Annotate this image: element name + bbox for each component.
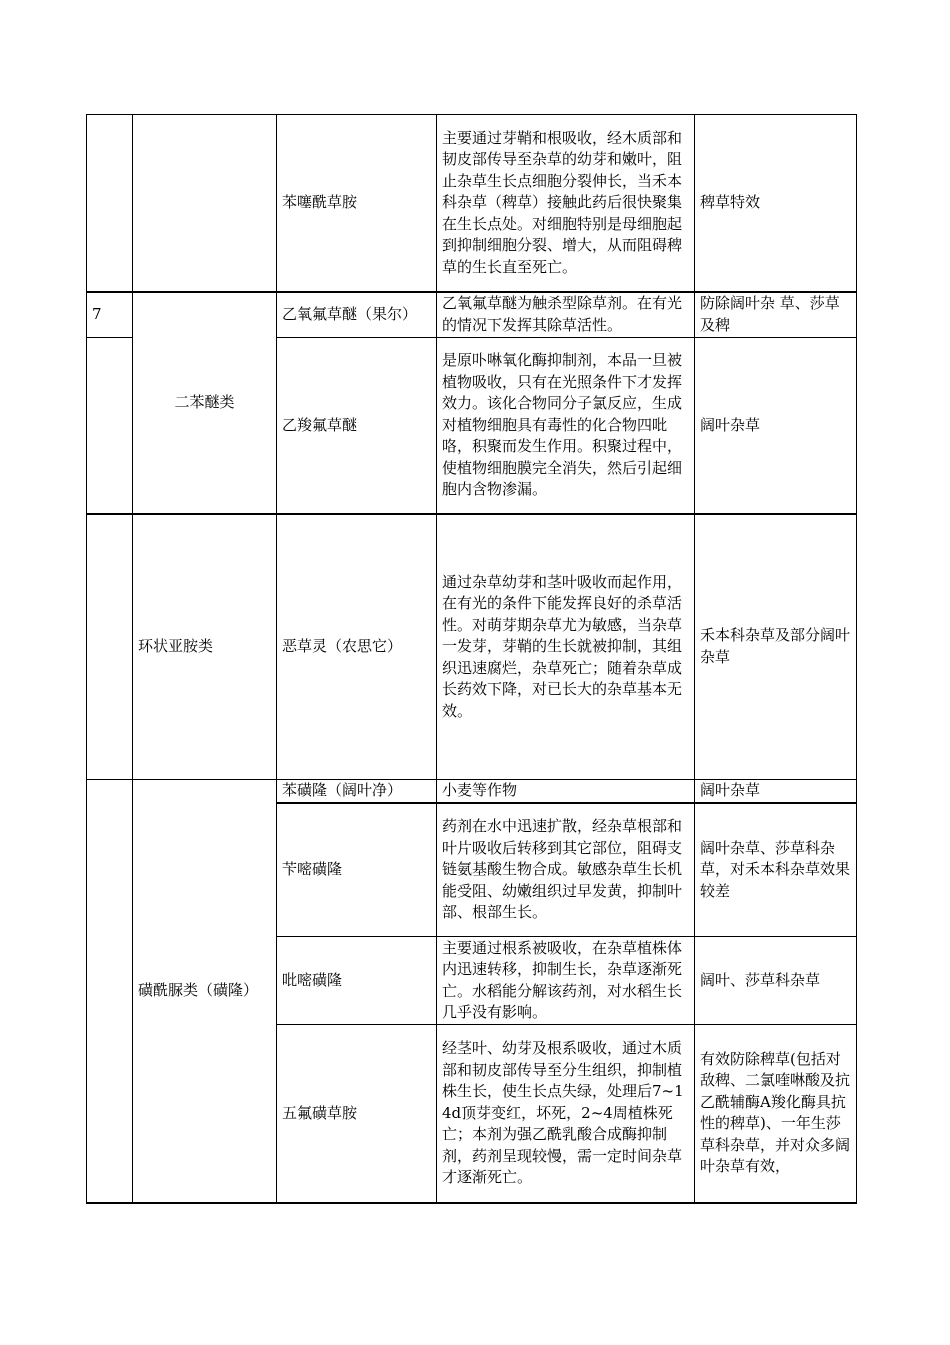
row-number-cell: 7 (87, 292, 133, 338)
row-number-cell (87, 780, 133, 1203)
target-cell: 防除阔叶杂 草、莎草及稗 (695, 292, 857, 338)
mechanism-cell: 是原卟啉氧化酶抑制剂，本品一旦被植物吸收，只有在光照条件下才发挥效力。该化合物同分子氯反应，生成对植物细胞具有毒性的化合物四吡咯，积聚而发生作用。积聚过程中，使植物细胞膜完全消失，然后引起细胞内含物渗漏。 (437, 338, 695, 514)
target-cell: 禾本科杂草及部分阔叶杂草 (695, 514, 857, 780)
mechanism-cell: 通过杂草幼芽和茎叶吸收而起作用，在有光的条件下能发挥良好的杀草活性。对萌芽期杂草尤为敏感，当杂草一发芽，芽鞘的生长就被抑制，其组织迅速腐烂，杂草死亡；随着杂草成长药效下降，对已长大的杂草基本无效。 (437, 514, 695, 780)
agent-cell: 苄嘧磺隆 (277, 803, 437, 937)
row-number-cell (87, 115, 133, 292)
class-cell: 环状亚胺类 (133, 514, 277, 780)
target-cell: 阔叶、莎草科杂草 (695, 937, 857, 1025)
agent-cell: 乙氧氟草醚（果尔） (277, 292, 437, 338)
herbicide-table (86, 114, 857, 1204)
class-cell: 二苯醚类 (133, 292, 277, 514)
mechanism-cell: 主要通过根系被吸收，在杂草植株体内迅速转移，抑制生长，杂草逐渐死亡。水稻能分解该药剂，对水稻生长几乎没有影响。 (437, 937, 695, 1025)
table-row (87, 292, 857, 338)
mechanism-cell: 主要通过芽鞘和根吸收，经木质部和韧皮部传导至杂草的幼芽和嫩叶，阻止杂草生长点细胞分裂伸长，当禾本科杂草（稗草）接触此药后很快聚集在生长点处。对细胞特别是母细胞起到抑制细胞分裂、增大，从而阻碍稗草的生长直至死亡。 (437, 115, 695, 292)
mechanism-cell: 经茎叶、幼芽及根系吸收，通过木质部和韧皮部传导至分生组织，抑制植株生长，使生长点失绿，处理后7~14d顶芽变红，坏死，2~4周植株死亡；本剂为强乙酰乳酸合成酶抑制剂，药剂呈现较慢，需一定时间杂草才逐渐死亡。 (437, 1025, 695, 1203)
table-row (87, 514, 857, 780)
class-cell (133, 115, 277, 292)
target-cell: 阔叶杂草 (695, 780, 857, 803)
target-cell: 稗草特效 (695, 115, 857, 292)
class-cell: 磺酰脲类（磺隆） (133, 780, 277, 1203)
mechanism-cell: 乙氧氟草醚为触杀型除草剂。在有光的情况下发挥其除草活性。 (437, 292, 695, 338)
mechanism-cell: 药剂在水中迅速扩散，经杂草根部和叶片吸收后转移到其它部位，阻碍支链氨基酸生物合成。敏感杂草生长机能受阻、幼嫩组织过早发黄，抑制叶部、根部生长。 (437, 803, 695, 937)
row-number-cell (87, 338, 133, 514)
agent-cell: 吡嘧磺隆 (277, 937, 437, 1025)
agent-cell: 苯噻酰草胺 (277, 115, 437, 292)
agent-cell: 恶草灵（农思它） (277, 514, 437, 780)
target-cell: 有效防除稗草(包括对敌稗、二氯喹啉酸及抗乙酰辅酶A羧化酶具抗性的稗草)、一年生莎草科杂草，并对众多阔叶杂草有效， (695, 1025, 857, 1203)
agent-cell: 五氟磺草胺 (277, 1025, 437, 1203)
target-cell: 阔叶杂草 (695, 338, 857, 514)
agent-cell: 苯磺隆（阔叶净） (277, 780, 437, 803)
mechanism-cell: 小麦等作物 (437, 780, 695, 803)
table-row (87, 115, 857, 292)
table-row (87, 780, 857, 803)
row-number-cell (87, 514, 133, 780)
target-cell: 阔叶杂草、莎草科杂草，对禾本科杂草效果较差 (695, 803, 857, 937)
agent-cell: 乙羧氟草醚 (277, 338, 437, 514)
